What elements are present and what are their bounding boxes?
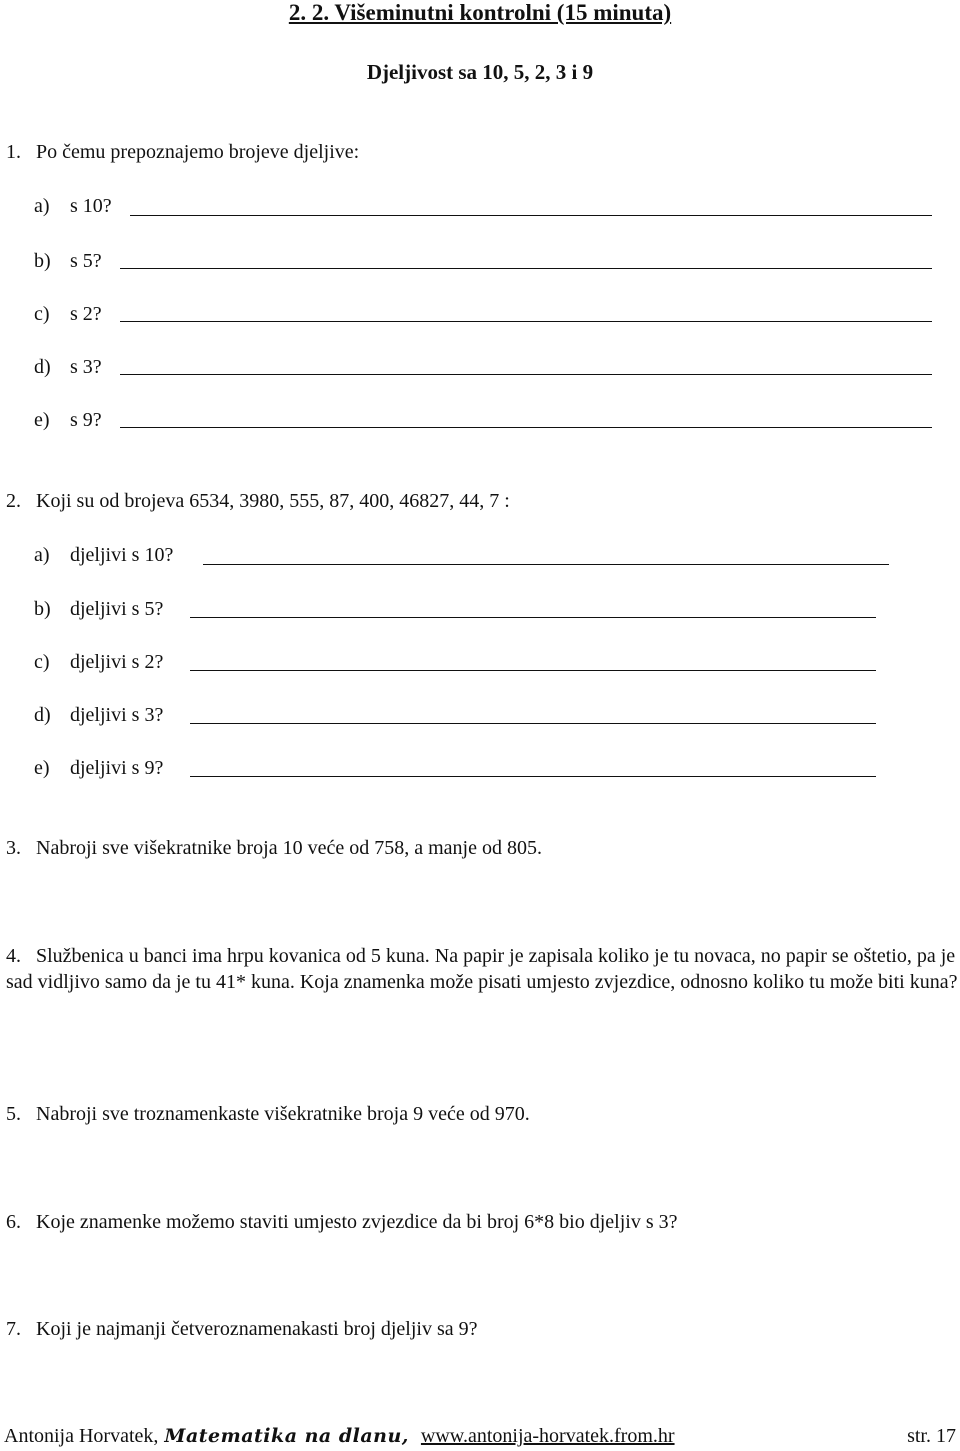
question-number: 1. <box>6 141 21 163</box>
question-number: 2. <box>6 490 21 512</box>
question-5 <box>6 1103 530 1126</box>
question-2 <box>6 490 510 513</box>
question-number: 3. <box>6 837 21 859</box>
footer-book-title: Matematika na dlanu, <box>164 1425 409 1447</box>
footer <box>4 1425 675 1448</box>
q1-option-d: d) s 3? <box>34 356 102 378</box>
q2-option-a: a) djeljivi s 10? <box>34 544 174 566</box>
answer-line[interactable] <box>190 670 876 671</box>
answer-line[interactable] <box>120 321 932 322</box>
page-subtitle: Djeljivost sa 10, 5, 2, 3 i 9 <box>366 60 594 84</box>
q1-option-e: e) s 9? <box>34 409 102 431</box>
q2-option-b: b) djeljivi s 5? <box>34 598 164 620</box>
answer-line[interactable] <box>190 776 876 777</box>
question-number: 7. <box>6 1318 21 1340</box>
q2-option-e: e) djeljivi s 9? <box>34 757 164 779</box>
footer-author: Antonija Horvatek, <box>4 1425 159 1447</box>
answer-line[interactable] <box>120 268 932 269</box>
question-text: Koje znamenke možemo staviti umjesto zvjezdice da bi broj 6*8 bio djeljiv s 3? <box>36 1211 678 1233</box>
footer-website-link[interactable]: www.antonija-horvatek.from.hr <box>420 1425 675 1447</box>
q2-option-c: c) djeljivi s 2? <box>34 651 164 673</box>
question-text: Nabroji sve višekratnike broja 10 veće od 758, a manje od 805. <box>36 837 542 859</box>
question-number: 4. <box>6 945 21 967</box>
question-4 <box>6 943 958 995</box>
answer-line[interactable] <box>120 427 932 428</box>
question-text: Koji su od brojeva 6534, 3980, 555, 87, 400, 46827, 44, 7 : <box>36 490 510 512</box>
answer-line[interactable] <box>203 564 889 565</box>
answer-line[interactable] <box>190 617 876 618</box>
page-title: 2. 2. Višeminutni kontrolni (15 minuta) <box>288 0 672 25</box>
question-7 <box>6 1318 478 1341</box>
q1-option-a: a) s 10? <box>34 195 112 217</box>
question-text: Po čemu prepoznajemo brojeve djeljive: <box>36 141 360 163</box>
question-number: 6. <box>6 1211 21 1233</box>
question-text: Koji je najmanji četveroznamenakasti broj djeljiv sa 9? <box>36 1318 478 1340</box>
question-3 <box>6 837 542 860</box>
question-6 <box>6 1211 678 1234</box>
q1-option-b: b) s 5? <box>34 250 102 272</box>
answer-line[interactable] <box>190 723 876 724</box>
page-number: str. 17 <box>907 1425 956 1447</box>
question-text: Službenica u banci ima hrpu kovanica od 5 kuna. Na papir je zapisala koliko je tu novaca, no papir se oštetio, pa je sad vidljivo samo da je tu 41* kuna. Koja znamenka može pisati umjesto zvjezdice, odnosno koliko tu može biti kuna? <box>6 945 958 993</box>
question-text: Nabroji sve troznamenkaste višekratnike broja 9 veće od 970. <box>36 1103 530 1125</box>
question-number: 5. <box>6 1103 21 1125</box>
answer-line[interactable] <box>120 374 932 375</box>
answer-line[interactable] <box>130 215 932 216</box>
question-1 <box>6 141 359 164</box>
q2-option-d: d) djeljivi s 3? <box>34 704 164 726</box>
q1-option-c: c) s 2? <box>34 303 102 325</box>
